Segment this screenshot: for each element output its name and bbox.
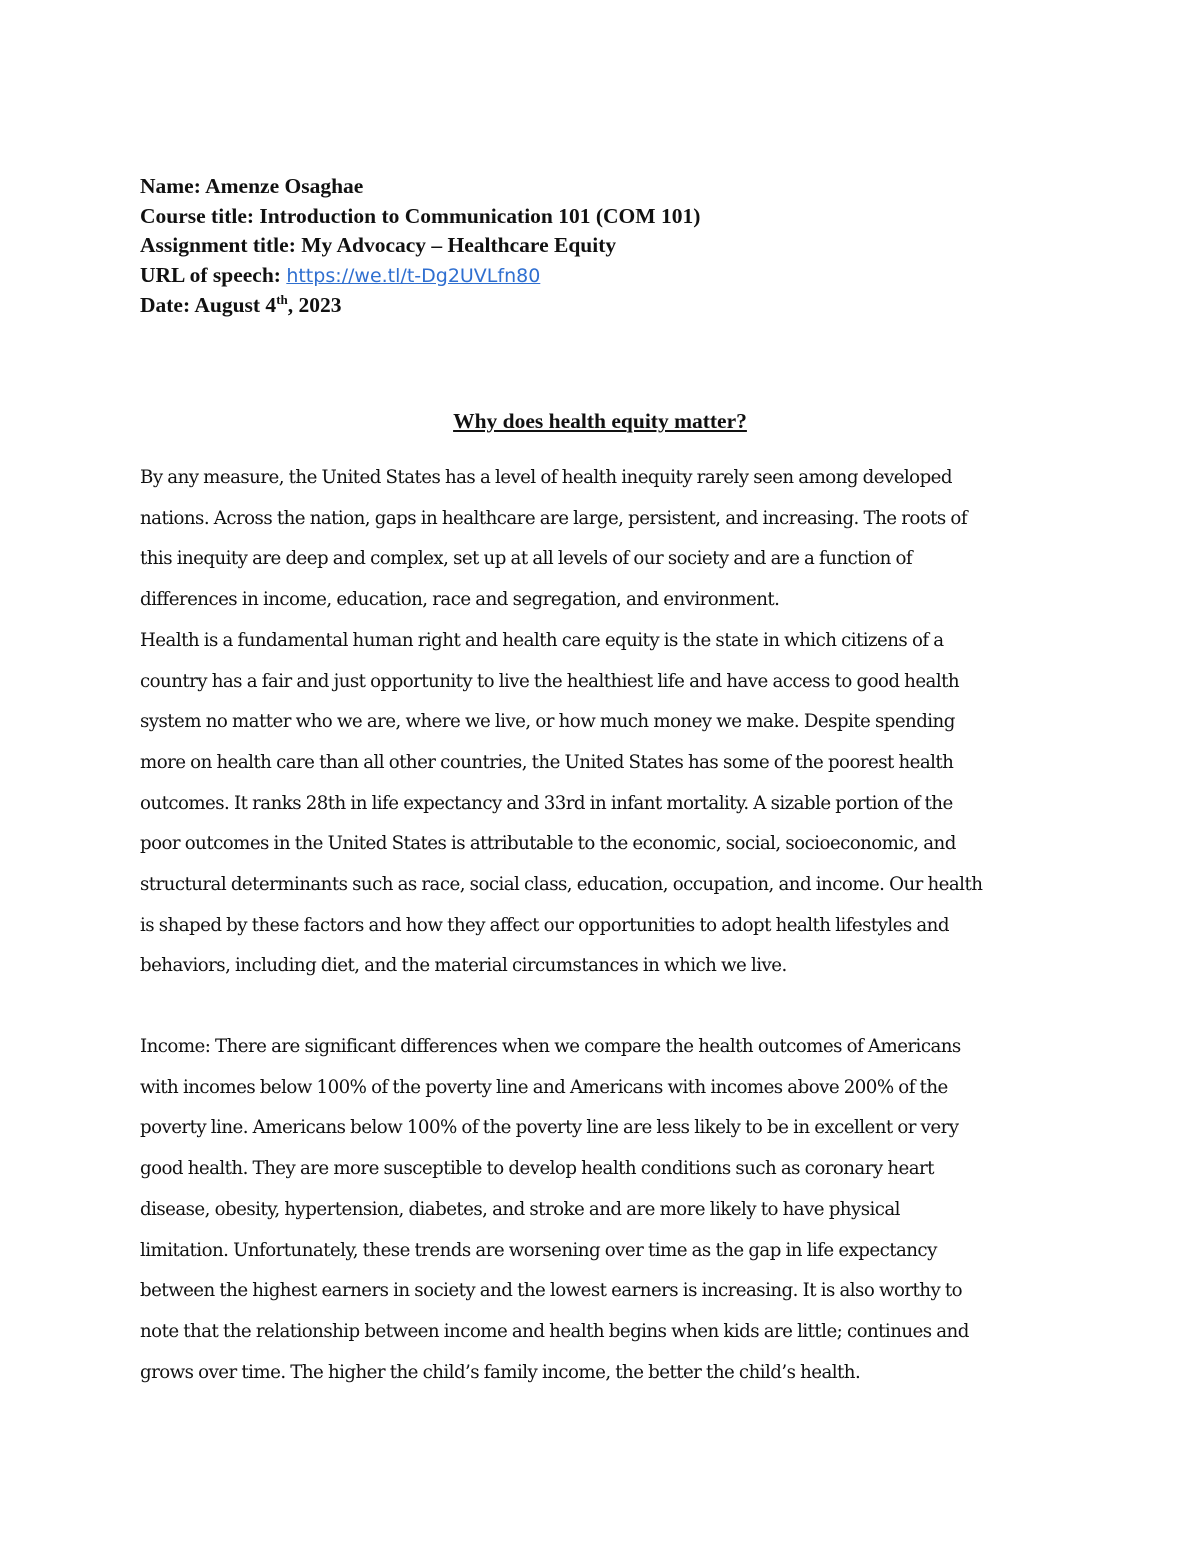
- assignment-label: Assignment title:: [140, 233, 296, 257]
- paragraph-intro: [140, 458, 1060, 987]
- document-header: [140, 172, 1060, 321]
- url-line: [140, 261, 1060, 292]
- text-line: country has a fair and just opportunity to live the healthiest life and have access to good health: [140, 670, 960, 692]
- text-line: is shaped by these factors and how they affect our opportunities to adopt health lifestyles and: [140, 914, 949, 936]
- text-line: Income: There are significant differences when we compare the health outcomes of Americans: [140, 1036, 961, 1057]
- text-line: grows over time. The higher the child’s family income, the better the child’s health.: [140, 1361, 861, 1383]
- date-label: Date:: [140, 293, 191, 317]
- date-value-sup: th: [276, 291, 288, 307]
- text-line: between the highest earners in society and the lowest earners is increasing. It is also worthy to: [140, 1280, 963, 1302]
- text-line: outcomes. It ranks 28th in life expectancy and 33rd in infant mortality. A sizable portion of the: [140, 792, 953, 814]
- name-label: Name:: [140, 174, 201, 198]
- text-line: this inequity are deep and complex, set up at all levels of our society and are a function of: [140, 548, 913, 570]
- assignment-value: My Advocacy – Healthcare Equity: [301, 233, 617, 257]
- url-label: URL of speech:: [140, 262, 281, 287]
- speech-url-link[interactable]: https://we.tl/t-Dg2UVLfn80: [286, 264, 541, 287]
- text-line: nations. Across the nation, gaps in healthcare are large, persistent, and increasing. The roots of: [140, 507, 968, 529]
- name-value: Amenze Osaghae: [205, 174, 364, 198]
- course-line: [140, 202, 1060, 232]
- name-line: [140, 172, 1060, 202]
- paragraph-income: [140, 1027, 1060, 1393]
- text-line: differences in income, education, race and segregation, and environment.: [140, 589, 780, 611]
- text-line: By any measure, the United States has a level of health inequity rarely seen among developed: [140, 467, 952, 488]
- text-line: poverty line. Americans below 100% of the poverty line are less likely to be in excellent or very: [140, 1117, 959, 1139]
- date-value-prefix: August 4: [194, 293, 277, 317]
- date-line: [140, 291, 1060, 321]
- text-line: structural determinants such as race, social class, education, occupation, and income. Our health: [140, 874, 983, 896]
- text-line: poor outcomes in the United States is attributable to the economic, social, socioeconomic, and: [140, 833, 956, 855]
- text-line: more on health care than all other countries, the United States has some of the poorest health: [140, 751, 954, 773]
- date-value-suffix: , 2023: [287, 293, 342, 317]
- course-value: Introduction to Communication 101 (COM 101): [259, 203, 701, 228]
- assignment-line: [140, 231, 1060, 261]
- text-line: note that the relationship between income and health begins when kids are little; continues and: [140, 1320, 969, 1342]
- text-line: disease, obesity, hypertension, diabetes, and stroke and are more likely to have physical: [140, 1198, 900, 1220]
- text-line: behaviors, including diet, and the material circumstances in which we live.: [140, 955, 787, 977]
- text-line: good health. They are more susceptible to develop health conditions such as coronary heart: [140, 1158, 934, 1180]
- text-line: with incomes below 100% of the poverty line and Americans with incomes above 200% of the: [140, 1076, 948, 1098]
- essay-title: Why does health equity matter?: [453, 409, 747, 433]
- text-line: system no matter who we are, where we live, or how much money we make. Despite spending: [140, 711, 955, 733]
- course-label: Course title:: [140, 203, 255, 228]
- text-line: limitation. Unfortunately, these trends are worsening over time as the gap in life expectancy: [140, 1239, 937, 1261]
- text-line: Health is a fundamental human right and health care equity is the state in which citizens of a: [140, 629, 944, 651]
